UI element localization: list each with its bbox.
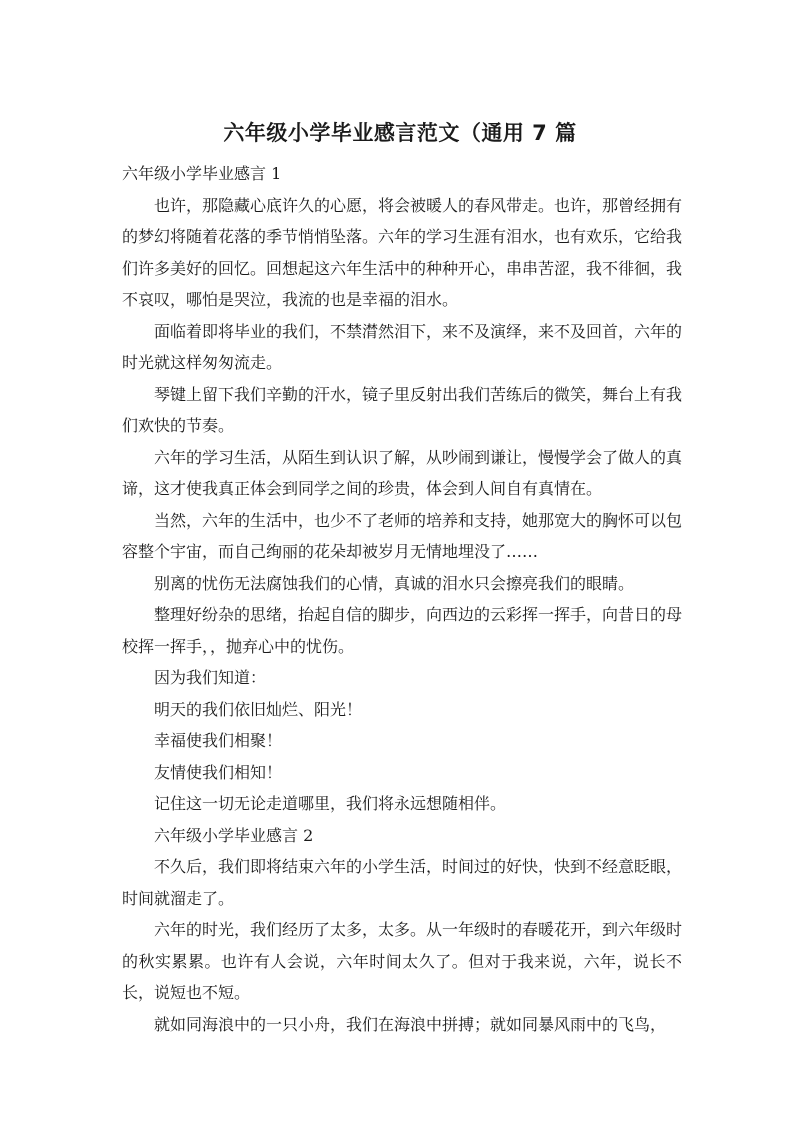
section-heading: 六年级小学毕业感言 1: [122, 164, 282, 183]
paragraph: 不久后，我们即将结束六年的小学生活，时间过的好快，快到不经意眨眼，时间就溜走了。: [122, 857, 683, 908]
paragraph: 琴键上留下我们辛勤的汗水，镜子里反射出我们苦练后的微笑，舞台上有我们欢快的节奏。: [122, 384, 683, 435]
paragraph: 因为我们知道：: [154, 668, 267, 687]
paragraph: 六年的学习生活，从陌生到认识了解，从吵闹到谦让，慢慢学会了做人的真谛，这才使我真正体会到同学之间的珍贵，体会到人间自有真情在。: [122, 447, 683, 498]
paragraph: 幸福使我们相聚！: [154, 731, 283, 750]
paragraph: 记住这一切无论走道哪里，我们将永远想随相伴。: [154, 794, 507, 813]
paragraph: 友情使我们相知！: [154, 762, 283, 782]
paragraph: 整理好纷杂的思绪，抬起自信的脚步，向西边的云彩挥一挥手，向昔日的母校挥一挥手，，抛弃心中的忧伤。: [122, 605, 683, 656]
paragraph: 别离的忧伤无法腐蚀我们的心情，真诚的泪水只会擦亮我们的眼睛。: [154, 573, 635, 593]
paragraph: 也许，那隐藏心底许久的心愿，将会被暖人的春风带走。也许，那曾经拥有的梦幻将随着花落的季节悄悄坠落。六年的学习生涯有泪水，也有欢乐，它给我们许多美好的回忆。回想起这六年生活中的种种开心，串串苦涩，我不徘徊，我不哀叹，哪怕是哭泣，我流的也是幸福的泪水。: [122, 195, 683, 309]
paragraph: 明天的我们依旧灿烂、阳光！: [154, 699, 363, 719]
paragraph: 六年的时光，我们经历了太多，太多。从一年级时的春暖花开，到六年级时的秋实累累。也许有人会说，六年时间太久了。但对于我来说，六年，说长不长，说短也不短。: [122, 920, 683, 1002]
paragraph: 面临着即将毕业的我们，不禁潸然泪下，来不及演绎，来不及回首，六年的时光就这样匆匆流走。: [122, 321, 683, 372]
document-body: [122, 158, 682, 1040]
section-heading: 六年级小学毕业感言 2: [154, 825, 314, 845]
document-title: 六年级小学毕业感言范文（通用 7 篇: [223, 121, 577, 145]
paragraph: 就如同海浪中的一只小舟，我们在海浪中拼搏；就如同暴风雨中的飞鸟，: [154, 1014, 667, 1034]
paragraph: 当然，六年的生活中，也少不了老师的培养和支持，她那宽大的胸怀可以包容整个宇宙，而自己绚丽的花朵却被岁月无情地埋没了……: [122, 510, 683, 561]
